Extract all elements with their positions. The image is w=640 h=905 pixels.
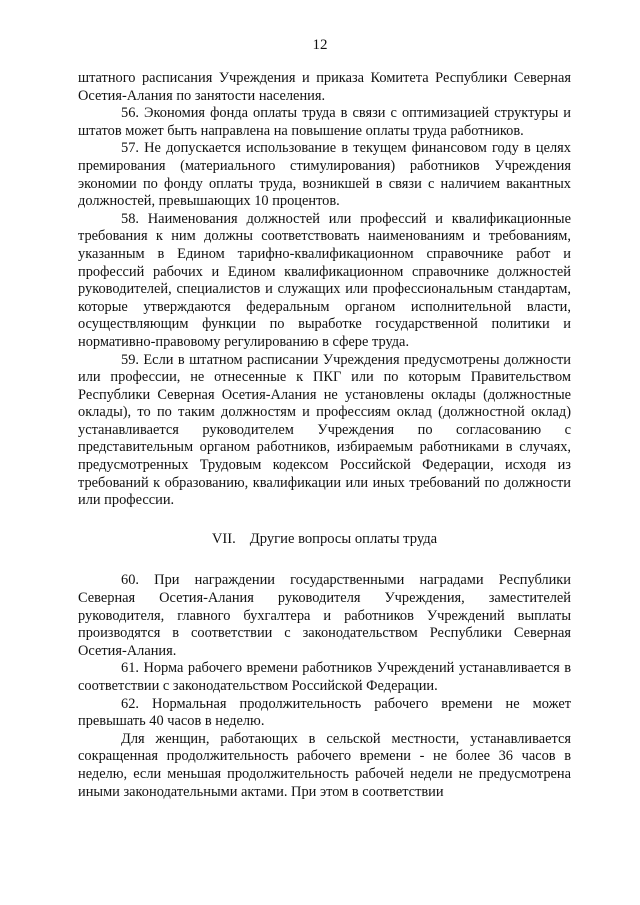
paragraph-62-continuation: Для женщин, работающих в сельской местности, устанавливается сокращенная продолжительность рабочего времени - не более 36 часов в неделю, если меньшая продолжительность рабочей недели не предусмотрена иными законодательными актами. При этом в соответствии [78, 730, 571, 800]
section-heading [78, 531, 571, 549]
paragraph-61: 61. Норма рабочего времени работников Учреждений устанавливается в соответствии с законодательством Российской Федерации. [78, 660, 571, 694]
paragraph-58: 58. Наименования должностей или профессий и квалификационные требования к ним должны соответствовать наименованиям и требованиям, указанным в Едином тарифно-квалификационном справочнике работ и профессий рабочих и Едином квалификационном справочнике должностей руководителей, специалистов и служащих или профессиональным стандартам, которые утверждаются федеральным органом исполнительной власти, осуществляющим функции по выработке государственной политики и нормативно-правовому регулированию в сфере труда. [78, 210, 571, 350]
section-number: VII. [211, 530, 236, 547]
paragraph-60: 60. При награждении государственными наградами Республики Северная Осетия-Алания руководителя Учреждения, заместителей руководителя, главного бухгалтера и работников Учреждений выплаты производятся в соответствии с законодательством Республики Северная Осетия-Алания. [78, 572, 571, 659]
paragraph-continuation: штатного расписания Учреждения и приказа Комитета Республики Северная Осетия-Алания по занятости населения. [78, 70, 571, 104]
paragraph-62: 62. Нормальная продолжительность рабочего времени не может превышать 40 часов в неделю. [78, 695, 571, 730]
paragraph-56: 56. Экономия фонда оплаты труда в связи с оптимизацией структуры и штатов может быть направлена на повышение оплаты труда работников. [78, 105, 571, 139]
paragraph-57: 57. Не допускается использование в текущем финансовом году в целях премирования (материального стимулирования) работников Учреждения экономии по фонду оплаты труда, возникшей в связи с наличием вакантных должностей, превышающих 10 процентов. [78, 140, 571, 210]
paragraph-59: 59. Если в штатном расписании Учреждения предусмотрены должности или профессии, не отнесенные к ПКГ или по которым Правительством Республики Северная Осетия-Алания не установлены оклады (должностные оклады), то по таким должностям и профессиям оклад (должностной оклад) устанавливается руководителем Учреждения по согласованию с представительным органом работников, избираемым работниками в случаях, предусмотренных Трудовым кодексом Российской Федерации, исходя из требований к образованию, квалификации или иных требований по должности или профессии. [78, 351, 571, 509]
document-body [78, 70, 571, 801]
page-number: 12 [312, 37, 328, 53]
section-title: Другие вопросы оплаты труда [249, 530, 438, 547]
